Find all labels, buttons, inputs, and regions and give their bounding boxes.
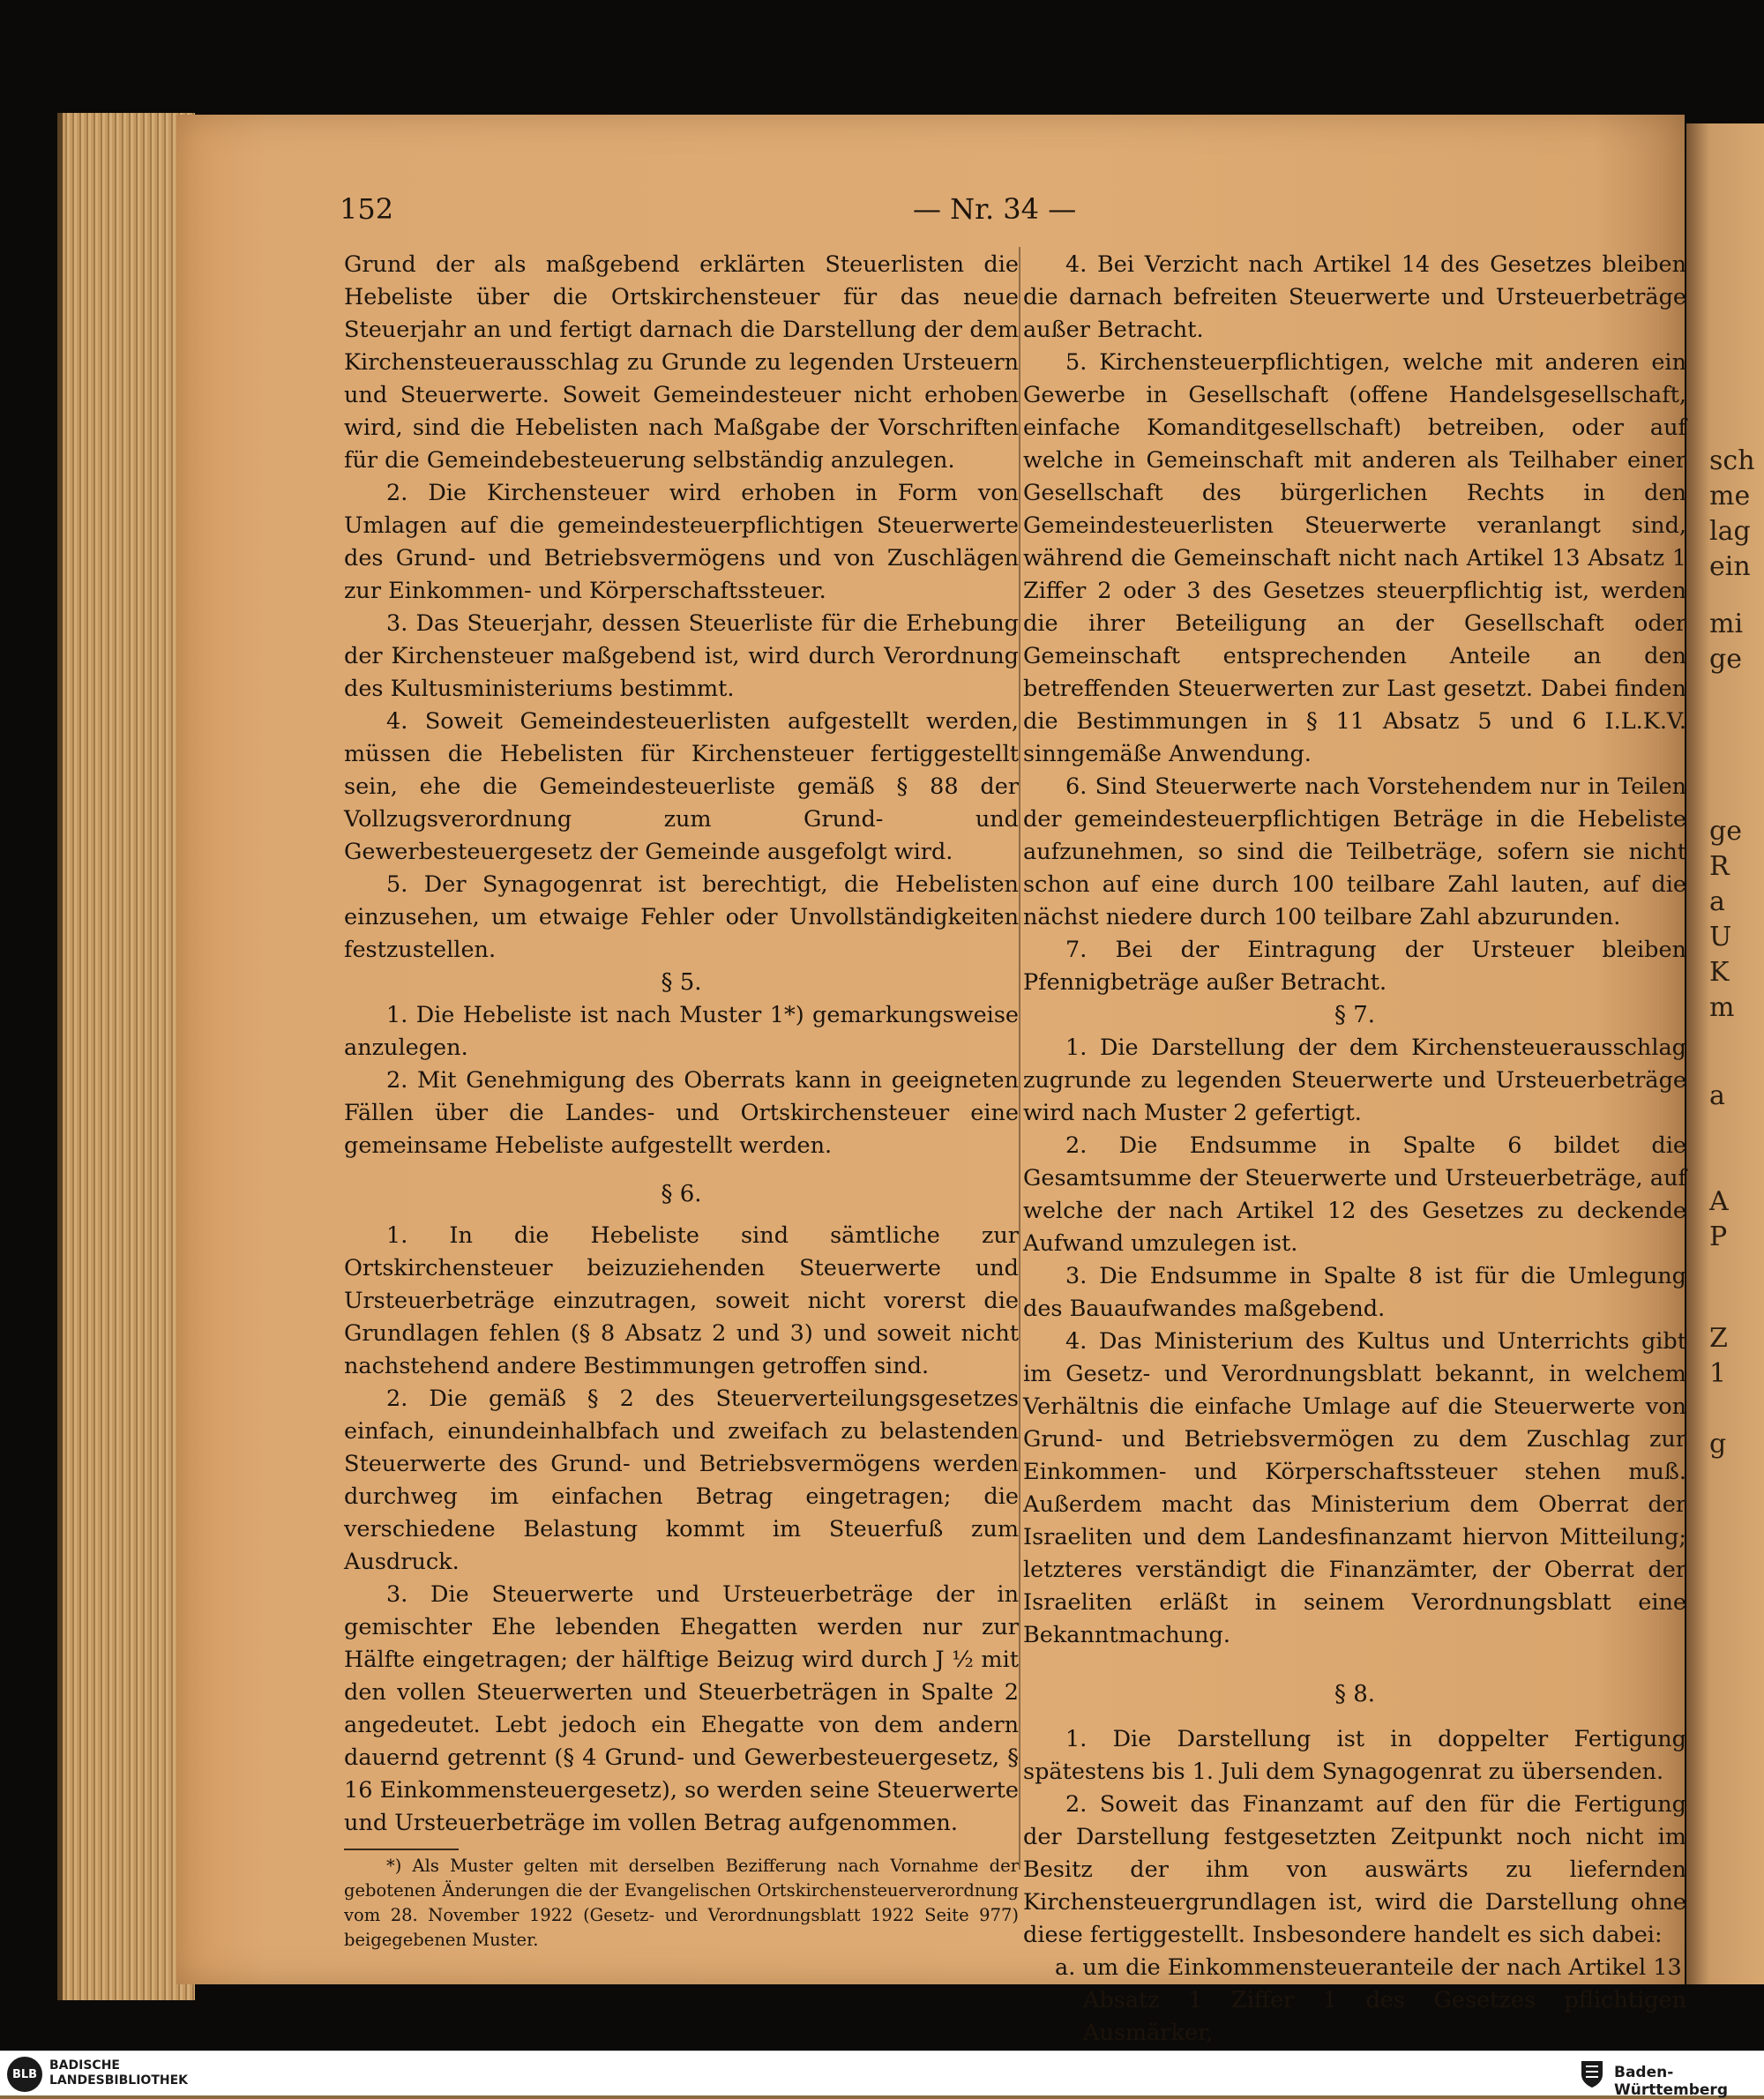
footnote: *) Als Muster gelten mit derselben Beziﬀerung nach Vornahme der gebotenen Änderungen die der Evangelischen Ortskirchensteuerverordnung vom 28. November 1922 (Gesetz- und Verordnungsblatt 1922 Seite 977) beigegebenen Muster. (344, 1855, 1019, 1950)
paragraph: 3. Das Steuerjahr, dessen Steuerliste für die Erhebung der Kirchensteuer maßgebend ist, wird durch Verordnung des Kultusministeriums bestimmt. (344, 610, 1019, 702)
paragraph: 4. Soweit Gemeindesteuerlisten aufgestellt werden, müssen die Hebelisten für Kirchensteuer fertiggestellt sein, ehe die Gemeindesteuerliste gemäß § 88 der Vollzugsverordnung zum Grund- und Gewerbesteuergesetz der Gemeinde ausgefolgt wird. (344, 708, 1019, 865)
paragraph: 5. Kirchensteuerpflichtigen, welche mit anderen ein Gewerbe in Gesellschaft (offene Handelsgesellschaft, einfache Komanditgesellschaft) betreiben, oder auf welche in Gemeinschaft mit anderen als Teilhaber einer Gesellschaft des bürgerlichen Rechts in den Gemeindesteuerlisten Steuerwerte veranlangt sind, während die Gemeinschaft nicht nach Artikel 13 Absatz 1 Ziffer 2 oder 3 des Gesetzes steuerpflichtig ist, werden die ihrer Beteiligung an der Gesellschaft oder Gemeinschaft entsprechenden Anteile an den betreffenden Steuerwerten zur Last gesetzt. Dabei finden die Bestimmungen in § 11 Absatz 5 und 6 I.L.K.V. sinngemäße Anwendung. (1023, 349, 1686, 767)
adjacent-page-fragment: U (1709, 922, 1732, 952)
adjacent-page-fragment: A (1709, 1186, 1729, 1217)
section-heading-8: § 8. (1334, 1681, 1376, 1707)
adjacent-page-fragment: K (1709, 957, 1730, 988)
paragraph: 3. Die Endsumme in Spalte 8 ist für die Umlegung des Bauaufwandes maßgebend. (1023, 1263, 1686, 1322)
paragraph: 1. In die Hebeliste sind sämtliche zur Ortskirchensteuer beizuziehenden Steuerwerte und Ursteuerbeträge einzutragen, soweit nicht vorerst die Grundlagen fehlen (§ 8 Absatz 2 und 3) und soweit nicht nachstehend andere Bestimmungen getroffen sind. (344, 1222, 1019, 1379)
paragraph: 1. Die Darstellung ist in doppelter Fertigung spätestens bis 1. Juli dem Synagogenrat zu übersenden. (1023, 1726, 1686, 1785)
right-column (1023, 249, 1686, 2050)
paragraph: 1. Die Hebeliste ist nach Muster 1*) gemarkungsweise anzulegen. (344, 1002, 1019, 1061)
adjacent-page-edge (1686, 123, 1764, 1984)
section-heading-6: § 6. (661, 1181, 702, 1207)
paragraph: 5. Der Synagogenrat ist berechtigt, die Hebelisten einzusehen, um etwaige Fehler oder Unvollständigkeiten festzustellen. (344, 871, 1019, 963)
adjacent-page-fragment: R (1709, 851, 1730, 882)
paragraph: 2. Die Endsumme in Spalte 6 bildet die Gesamtsumme der Steuerwerte und Ursteuerbeträge, auf welche der nach Artikel 12 des Gesetzes zu deckende Aufwand umzulegen ist. (1023, 1132, 1686, 1257)
adjacent-page-fragment: Z (1709, 1323, 1728, 1354)
left-column (344, 249, 1019, 1953)
paragraph: 1. Die Darstellung der dem Kirchensteuerausschlag zugrunde zu legenden Steuerwerte und Ursteuerbeträge wird nach Muster 2 gefertigt. (1023, 1035, 1686, 1126)
paragraph: 6. Sind Steuerwerte nach Vorstehendem nur in Teilen der gemeindesteuerpflichtigen Beträge in die Hebeliste aufzunehmen, so sind die Teilbeträge, sofern sie nicht schon auf eine durch 100 teilbare Zahl lauten, auf die nächst niedere durch 100 teilbare Zahl abzurunden. (1023, 773, 1686, 930)
adjacent-page-fragment: g (1709, 1429, 1727, 1460)
paragraph: 7. Bei der Eintragung der Ursteuer bleiben Pfennigbeträge außer Betracht. (1023, 937, 1686, 996)
paragraph: 4. Das Ministerium des Kultus und Unterrichts gibt im Gesetz- und Verordnungsblatt bekannt, in welchem Verhältnis die einfache Umlage auf die Steuerwerte von Grund- und Betriebsvermögen zu dem Zuschlag zur Einkommen- und Körperschaftssteuer stehen muß. Außerdem macht das Ministerium dem Oberrat der Israeliten und dem Landesfinanzamt hiervon Mitteilung; letzteres verständigt die Finanzämter, der Oberrat der Israeliten erläßt in seinem Verordnungsblatt eine Bekanntmachung. (1023, 1328, 1686, 1648)
adjacent-page-fragment: a (1709, 1080, 1725, 1111)
adjacent-page-fragment: ein (1709, 551, 1751, 582)
section-heading-7: § 7. (1334, 1002, 1376, 1028)
running-head: — Nr. 34 — (913, 192, 1077, 226)
adjacent-page-fragment: P (1709, 1221, 1728, 1252)
adjacent-page-fragment: m (1709, 992, 1735, 1023)
list-item-a: a. um die Einkommensteueranteile der nach Artikel 13 (1055, 1954, 1682, 1981)
adjacent-page-fragment: lag (1709, 516, 1751, 547)
viewer-footer (0, 2050, 1764, 2099)
paragraph: Grund der als maßgebend erklärten Steuerlisten die Hebeliste über die Ortskirchensteuer für das neue Steuerjahr an und fertigt darnach die Darstellung der dem Kirchensteuerausschlag zu Grunde zu legenden Ursteuern und Steuerwerte. Soweit Gemeindesteuer nicht erhoben wird, sind die Hebelisten nach Maßgabe der Vorschriften für die Gemeindebesteuerung selbständig anzulegen. (344, 251, 1019, 474)
page-number: 152 (340, 192, 394, 226)
paragraph: 4. Bei Verzicht nach Artikel 14 des Gesetzes bleiben die darnach befreiten Steuerwerte und Ursteuerbeträge außer Betracht. (1023, 251, 1686, 343)
paragraph: 2. Die Kirchensteuer wird erhoben in Form von Umlagen auf die gemeindesteuerpflichtigen Steuerwerte des Grund- und Betriebsvermögens und von Zuschlägen zur Einkommen- und Körperschaftssteuer. (344, 480, 1019, 604)
blb-logo-icon[interactable]: BLB (7, 2057, 42, 2092)
section-heading-5: § 5. (661, 969, 702, 996)
adjacent-page-fragment: 1 (1709, 1358, 1727, 1389)
adjacent-page-fragment: mi (1709, 609, 1744, 639)
adjacent-page-fragment: a (1709, 886, 1725, 917)
list-item-a-continued: Absatz 1 Ziffer 1 des Gesetzes pflichtigen Ausmärker, (1083, 1987, 1686, 2046)
paragraph: 2. Die gemäß § 2 des Steuerverteilungsgesetzes einfach, einundeinhalbfach und zweifach zu belastenden Steuerwerte des Grund- und Betriebsvermögens werden durchweg im einfachen Betrag eingetragen; die verschiedene Belastung kommt im Steuerfuß zum Ausdruck. (344, 1386, 1019, 1575)
adjacent-page-fragment: me (1709, 481, 1751, 512)
adjacent-page-fragment: sch (1709, 445, 1755, 476)
paragraph: 2. Soweit das Finanzamt auf den für die Fertigung der Darstellung festgesetzten Zeitpunkt noch nicht im Besitz der ihm von auswärts zu liefernden Kirchensteuergrundlagen ist, wird die Darstellung ohne diese fertiggestellt. Insbesondere handelt es sich dabei: (1023, 1791, 1686, 1948)
library-name: BADISCHE LANDESBIBLIOTHEK (49, 2058, 189, 2088)
footnote-divider (344, 1849, 459, 1850)
paragraph: 2. Mit Genehmigung des Oberrats kann in geeigneten Fällen über die Landes- und Ortskirchensteuer eine gemeinsame Hebeliste aufgestellt werden. (344, 1067, 1019, 1159)
paragraph: 3. Die Steuerwerte und Ursteuerbeträge der in gemischter Ehe lebenden Ehegatten werden nur zur Hälfte eingetragen; der hälftige Beizug wird durch J ½ mit den vollen Steuerwerten und Steuerbeträgen in Spalte 2 angedeutet. Lebt jedoch ein Ehegatte von dem andern dauernd getrennt (§ 4 Grund- und Gewerbesteuergesetz, § 16 Einkommensteuergesetz), so werden seine Steuerwerte und Ursteuerbeträge im vollen Betrag aufgenommen. (344, 1581, 1019, 1836)
book-page-edges (57, 113, 195, 2000)
state-name[interactable]: Baden-Württemberg (1614, 2064, 1728, 2099)
adjacent-page-fragment: ge (1709, 644, 1742, 675)
adjacent-page-fragment: ge (1709, 816, 1742, 847)
column-divider (1019, 247, 1020, 1870)
coat-of-arms-icon (1579, 2058, 1605, 2088)
